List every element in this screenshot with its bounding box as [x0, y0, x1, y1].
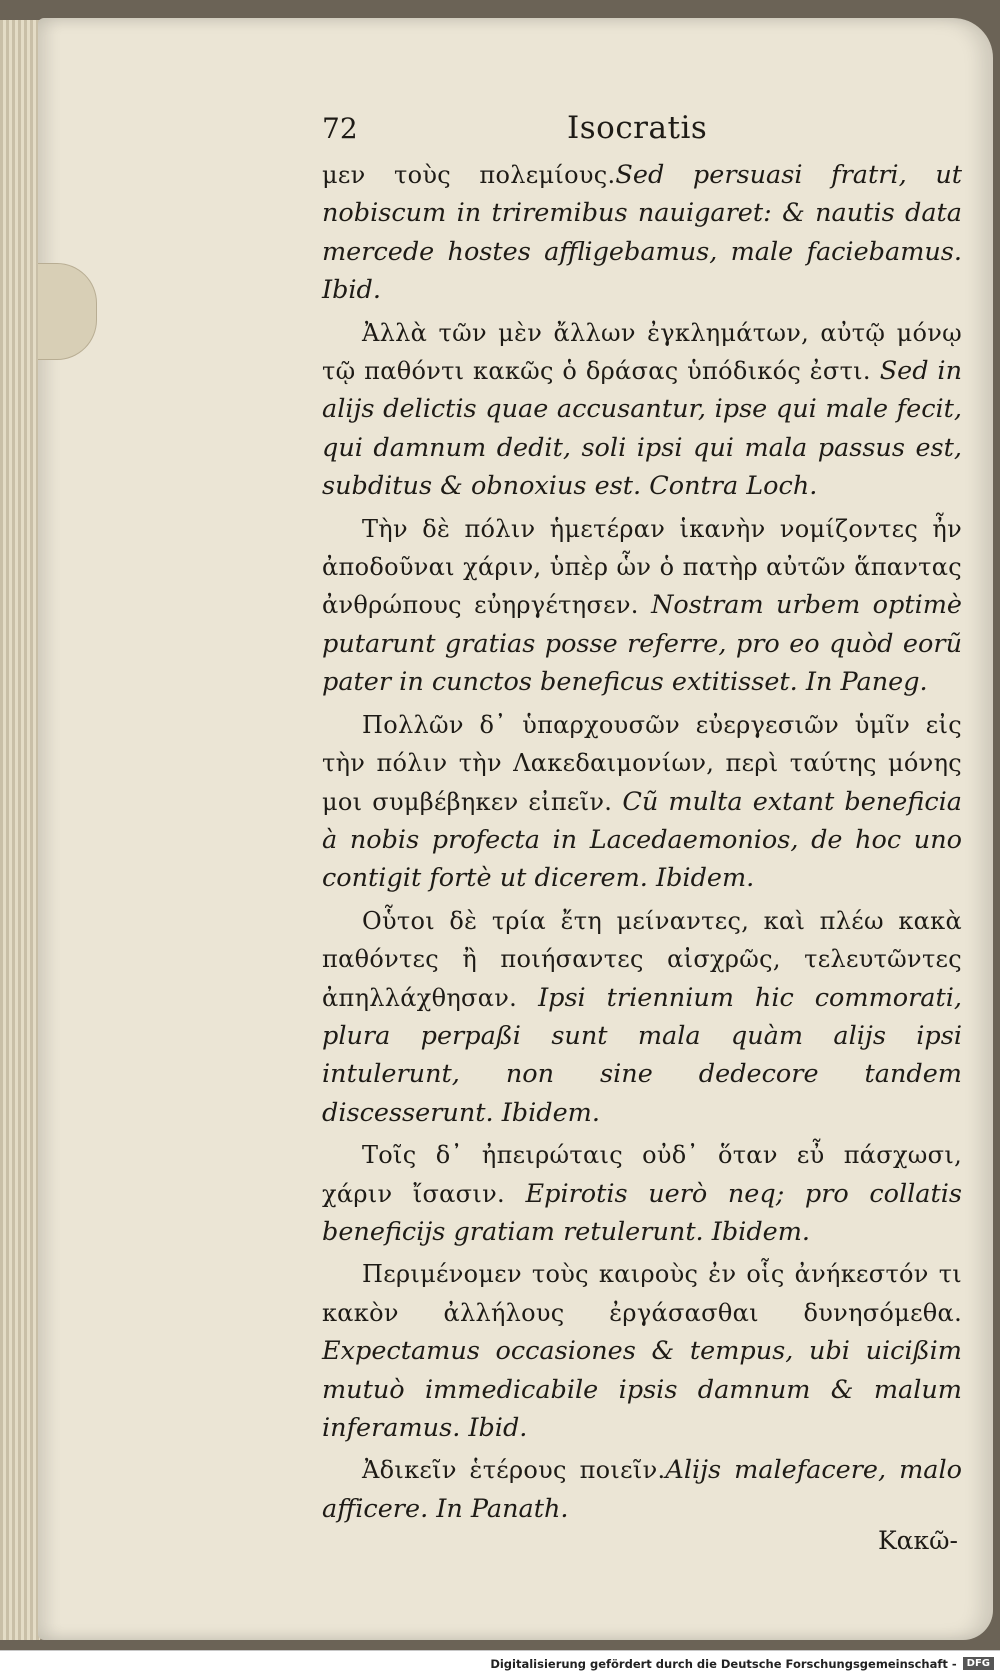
page-header [322, 110, 962, 156]
passage-3 [322, 510, 962, 702]
greek-text: Ἀδικεῖν ἑτέρους ποιεῖν. [362, 1456, 666, 1485]
latin-text: Ipsi triennium hic commorati, plura perpaßi sunt mala quàm alijs ipsi intulerunt, non sine dedecore tandem discesserunt. Ibidem. [322, 982, 963, 1128]
greek-text: Ἀλλὰ τῶν μὲν ἄλλων ἐγκλημάτων, αὐτῷ μόνῳ τῷ παθόντι κακῶς ὁ δράσας ὑπόδικός ἐστι. [322, 318, 962, 386]
latin-text: Alijs malefacere, malo afficere. In Panath. [322, 1455, 962, 1524]
passage-2 [322, 314, 962, 506]
running-title: Isocratis [567, 110, 708, 146]
greek-text: Οὗτοι δὲ τρία ἔτη μείναντες, καὶ πλέω κακὰ παθόντες ἢ ποιήσαντες αἰσχρῶς, τελευτῶντες ἀπηλλάχθησαν. [322, 906, 962, 1012]
latin-text: Nostram urbem optimè putarunt gratias posse referre, pro eo quòd eorũ pater in cunctos beneficus extitisset. In Paneg. [322, 590, 963, 698]
passage-4 [322, 706, 962, 898]
latin-text: Sed persuasi fratri, ut nobiscum in triremibus nauigaret: & nautis data mercede hostes affligebamus, male faciebamus. Ibid. [322, 160, 962, 306]
footer-credit: Digitalisierung gefördert durch die Deutsche Forschungsgemeinschaft - [490, 1656, 957, 1671]
latin-text: Cũ multa extant beneficia à nobis profecta in Lacedaemonios, de hoc uno contigit fortè ut dicerem. Ibidem. [322, 786, 962, 894]
page-number: 72 [322, 112, 358, 145]
greek-text: μεν τοὺς πολεμίους. [322, 161, 616, 189]
page-text-block [322, 110, 962, 1555]
passage-8 [322, 1451, 962, 1528]
latin-text: Sed in alijs delictis quae accusantur, ipse qui male fecit, qui damnum dedit, soli ipsi qui mala passus est, subditus & obnoxius est. Contra Loch. [322, 356, 962, 502]
latin-text: Epirotis uerò neq; pro collatis beneficijs gratiam retulerunt. Ibidem. [322, 1178, 962, 1247]
footer-bar [0, 1650, 1000, 1676]
latin-text: Expectamus occasiones & tempus, ubi uicißim mutuò immedicabile ipsis damnum & malum inferamus. Ibid. [322, 1336, 962, 1443]
catchword: Κακῶ- [877, 1526, 958, 1556]
greek-text: Τὴν δὲ πόλιν ἡμετέραν ἱκανὴν νομίζοντες ἦν ἀποδοῦναι χάριν, ὑπὲρ ὧν ὁ πατὴρ αὐτῶν ἅπαντας ἀνθρώπους εὐηργέτησεν. [322, 514, 962, 620]
passage-6 [322, 1136, 962, 1251]
dfg-logo: DFG [963, 1657, 994, 1670]
greek-text: Περιμένομεν τοὺς καιροὺς ἐν οἷς ἀνήκεστόν τι κακὸν ἀλλήλους ἐργάσασθαι δυνησόμεθα. [322, 1260, 962, 1327]
passage-5 [322, 902, 962, 1132]
book-page-edges [0, 20, 41, 1640]
page-holder-tab [38, 263, 97, 360]
greek-text: Τοῖς δ᾽ ἠπειρώταις οὐδ᾽ ὅταν εὖ πάσχωσι, χάριν ἴσασιν. [322, 1141, 962, 1208]
passage-7 [322, 1255, 962, 1447]
greek-text: Πολλῶν δ᾽ ὑπαρχουσῶν εὐεργεσιῶν ὑμῖν εἰς τὴν πόλιν τὴν Λακεδαιμονίων, περὶ ταύτης μόνης μοι συμβέβηκεν εἰπεῖν. [322, 710, 962, 816]
passage-1 [322, 156, 962, 310]
